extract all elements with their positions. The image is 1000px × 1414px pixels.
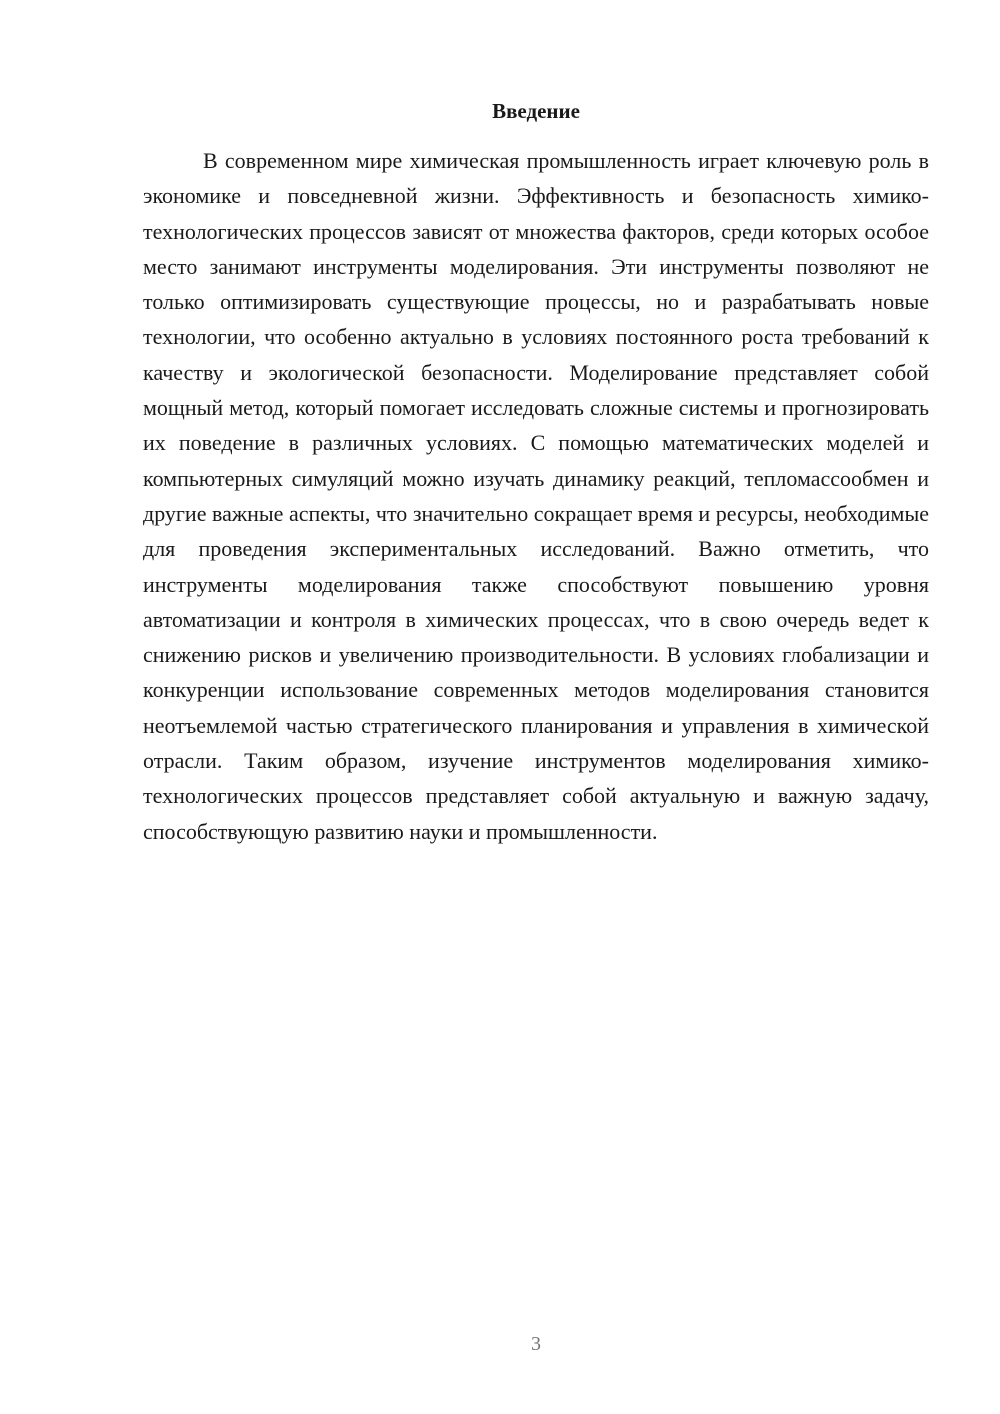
section-title: Введение (492, 99, 580, 123)
body-paragraph: В современном мире химическая промышленность играет ключевую роль в экономике и повседневной жизни. Эффективность и безопасность химико-технологических процессов зависят от множества факторов, среди которых особое место занимают инструменты моделирования. Эти инструменты позволяют не только оптимизировать существующие процессы, но и разрабатывать новые технологии, что особенно актуально в условиях постоянного роста требований к качеству и экологической безопасности. Моделирование представляет собой мощный метод, который помогает исследовать сложные системы и прогнозировать их поведение в различных условиях. С помощью математических моделей и компьютерных симуляций можно изучать динамику реакций, тепломассообмен и другие важные аспекты, что значительно сокращает время и ресурсы, необходимые для проведения экспериментальных исследований. Важно отметить, что инструменты моделирования также способствуют повышению уровня автоматизации и контроля в химических процессах, что в свою очередь ведет к снижению рисков и увеличению производительности. В условиях глобализации и конкуренции использование современных методов моделирования становится неотъемлемой частью стратегического планирования и управления в химической отрасли. Таким образом, изучение инструментов моделирования химико-технологических процессов представляет собой актуальную и важную задачу, способствующую развитию науки и промышленности. (143, 148, 929, 844)
page-number: 3 (531, 1333, 541, 1355)
